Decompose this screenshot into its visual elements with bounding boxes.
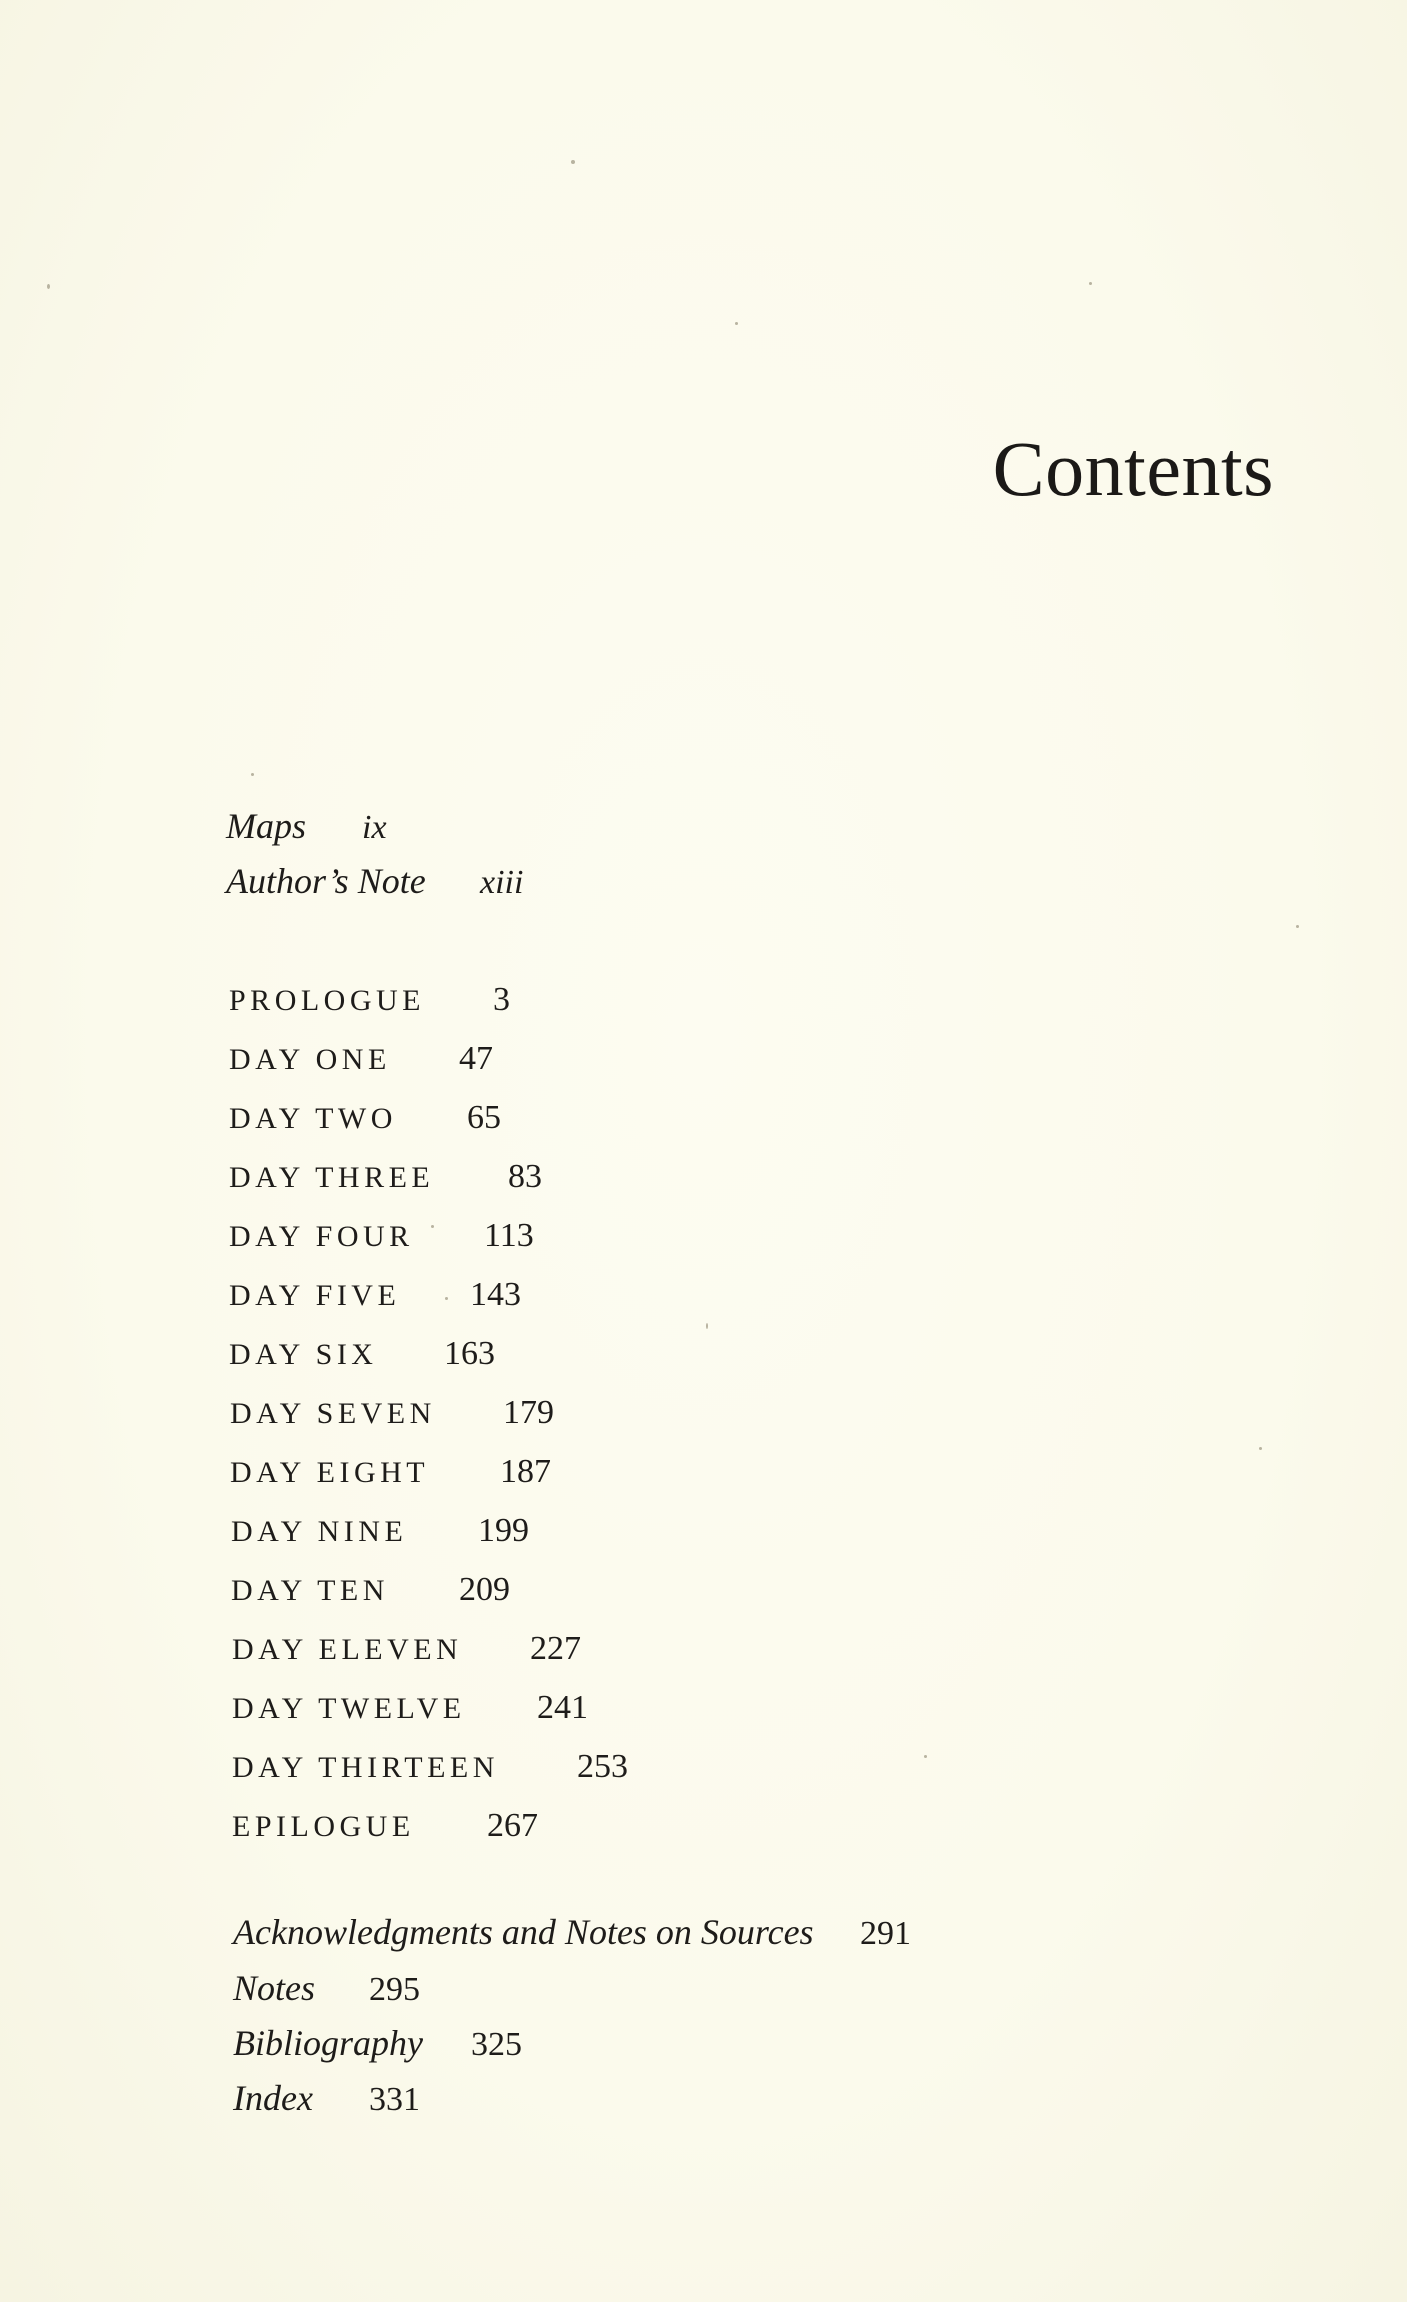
paper-speck [735, 322, 738, 325]
toc-entry-page: 209 [459, 1571, 510, 1608]
toc-entry-day-five [229, 1278, 521, 1312]
toc-entry-day-seven [230, 1396, 554, 1430]
toc-entry-label: DAY SEVEN [230, 1397, 436, 1430]
toc-entry-index [233, 2080, 420, 2117]
toc-entry-label: DAY ONE [229, 1043, 391, 1076]
toc-entry-maps [226, 808, 387, 845]
toc-entry-page: 83 [508, 1158, 542, 1195]
toc-entry-page: 65 [467, 1099, 501, 1136]
paper-speck [431, 1225, 434, 1228]
toc-entry-page: 267 [487, 1807, 538, 1844]
toc-entry-label: DAY TWO [229, 1102, 397, 1135]
toc-entry-label: Author’s Note [226, 861, 426, 901]
toc-entry-page: 179 [503, 1394, 554, 1431]
paper-speck [251, 773, 254, 776]
toc-entry-day-six [229, 1337, 495, 1371]
toc-entry-label: DAY THIRTEEN [232, 1751, 499, 1784]
toc-entry-day-two [229, 1101, 501, 1135]
toc-entry-label: Bibliography [233, 2023, 423, 2063]
toc-entry-day-eleven [232, 1632, 581, 1666]
toc-entry-label: DAY TEN [231, 1574, 389, 1607]
toc-entry-page: xiii [480, 864, 524, 901]
paper-speck [445, 1297, 448, 1300]
toc-entry-page: 113 [484, 1217, 534, 1254]
paper-speck [1089, 282, 1092, 285]
toc-entry-label: Notes [233, 1968, 316, 2008]
toc-entry-page: 241 [537, 1689, 588, 1726]
toc-entry-page: ix [362, 809, 387, 846]
toc-entry-label: DAY TWELVE [232, 1692, 466, 1725]
toc-entry-page: 143 [470, 1276, 521, 1313]
toc-entry-label: DAY THREE [229, 1161, 435, 1194]
toc-entry-label: DAY FOUR [229, 1220, 414, 1253]
paper-speck [706, 1323, 708, 1329]
toc-entry-epilogue [232, 1809, 538, 1843]
toc-entry-label: Acknowledgments and Notes on Sources [233, 1912, 814, 1952]
toc-entry-day-four [229, 1219, 534, 1253]
toc-entry-page: 163 [444, 1335, 495, 1372]
toc-entry-day-thirteen [232, 1750, 628, 1784]
toc-entry-label: Maps [226, 806, 306, 846]
toc-entry-label: DAY FIVE [229, 1279, 401, 1312]
page-title: Contents [992, 425, 1274, 512]
toc-entry-day-nine [231, 1514, 529, 1548]
toc-entry-page: 199 [478, 1512, 529, 1549]
toc-entry-label: DAY ELEVEN [232, 1633, 463, 1666]
toc-entry-label: PROLOGUE [229, 984, 426, 1017]
toc-entry-label: DAY EIGHT [230, 1456, 430, 1489]
paper-speck [924, 1755, 927, 1758]
paper-speck [47, 284, 50, 289]
toc-entry-authors-note [226, 863, 523, 900]
toc-entry-prologue [229, 983, 510, 1017]
toc-entry-page: 331 [369, 2081, 420, 2118]
toc-entry-page: 47 [459, 1040, 493, 1077]
toc-entry-label: DAY NINE [231, 1515, 408, 1548]
toc-entry-bibliography [233, 2025, 522, 2062]
toc-entry-day-three [229, 1160, 542, 1194]
toc-entry-page: 325 [471, 2026, 522, 2063]
toc-entry-label: Index [233, 2078, 313, 2118]
toc-entry-day-twelve [232, 1691, 588, 1725]
toc-entry-page: 187 [500, 1453, 551, 1490]
toc-entry-label: EPILOGUE [232, 1810, 415, 1843]
toc-entry-acknowledgments [233, 1914, 911, 1951]
toc-entry-page: 227 [530, 1630, 581, 1667]
toc-entry-notes [233, 1970, 420, 2007]
paper-speck [571, 160, 575, 164]
toc-entry-page: 295 [369, 1971, 420, 2008]
toc-entry-label: DAY SIX [229, 1338, 378, 1371]
toc-entry-day-eight [230, 1455, 551, 1489]
toc-entry-page: 3 [493, 981, 510, 1018]
toc-entry-day-ten [231, 1573, 510, 1607]
paper-speck [1296, 925, 1299, 928]
toc-entry-page: 291 [860, 1915, 911, 1952]
paper-speck [1259, 1447, 1262, 1450]
toc-entry-day-one [229, 1042, 493, 1076]
toc-entry-page: 253 [577, 1748, 628, 1785]
